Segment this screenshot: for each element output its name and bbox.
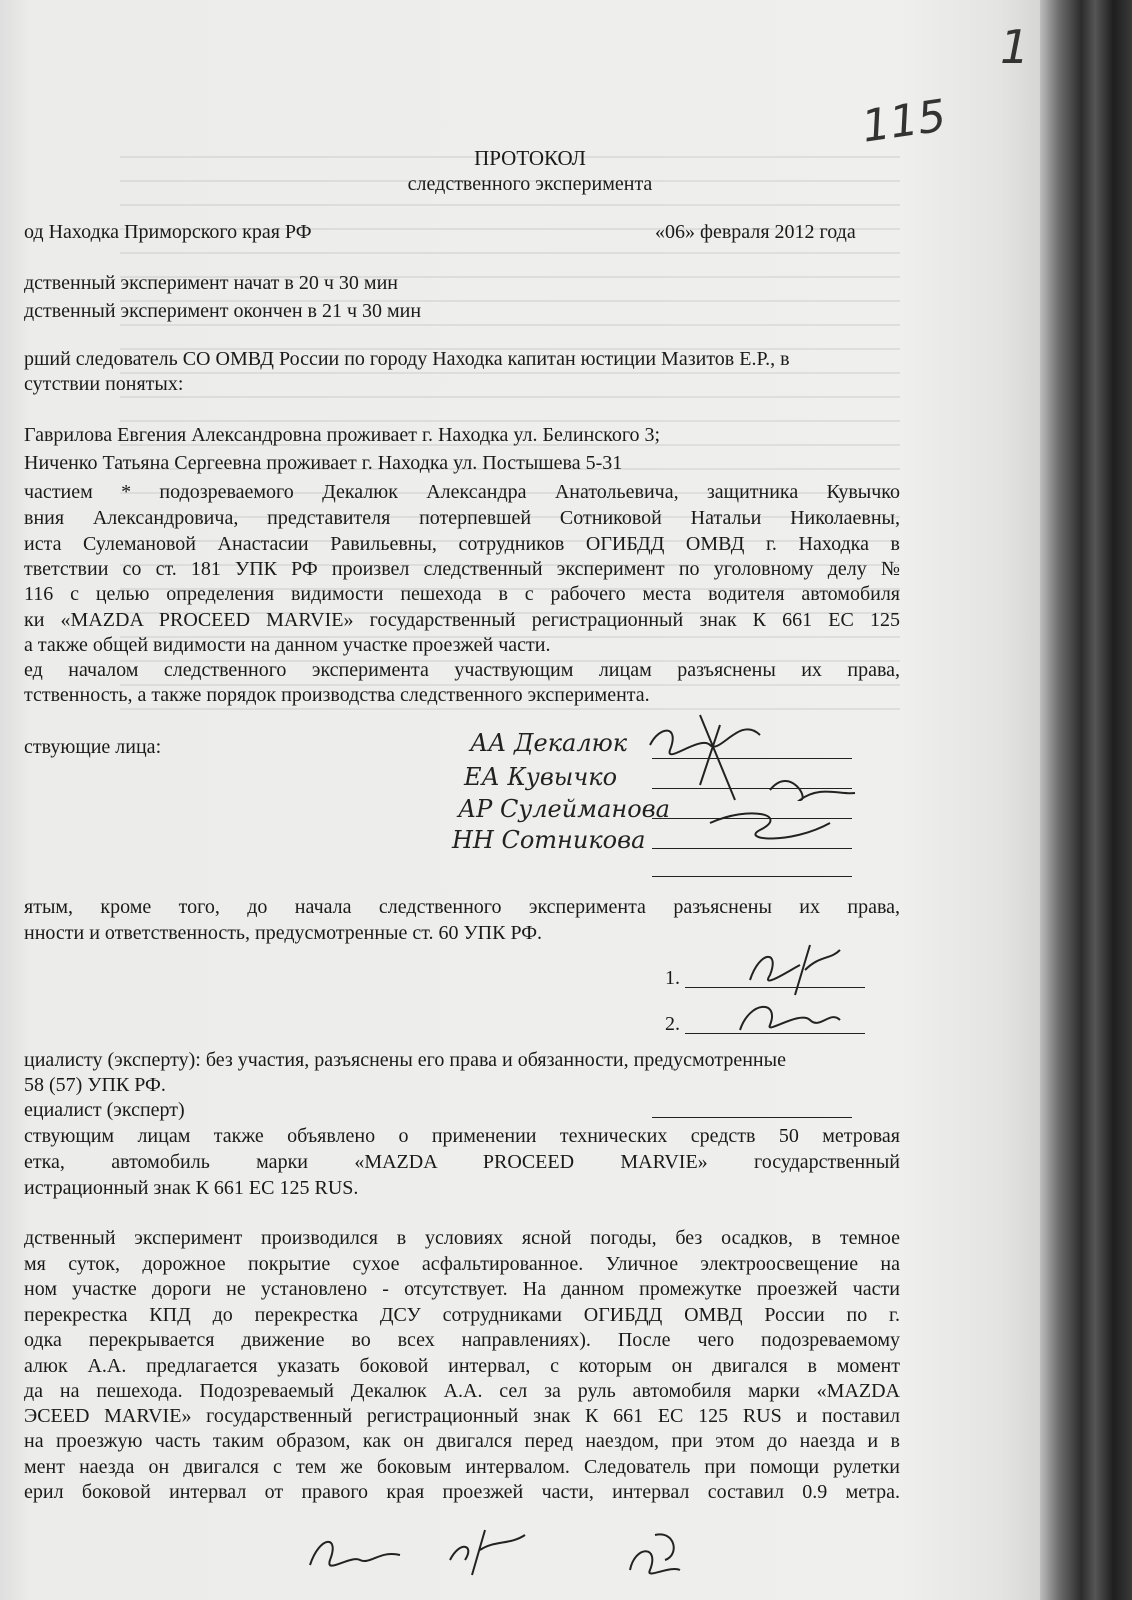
body-para1-line: вния Александровича, представителя потерпевшей Сотниковой Натальи Николаевны,: [24, 507, 900, 529]
specialist-label: ециалист (эксперт): [24, 1099, 185, 1121]
document-subtitle: следственного эксперимента: [407, 173, 653, 195]
bottom-signatures: [300, 1515, 720, 1595]
witness-rights-line: нности и ответственность, предусмотренные ст. 60 УПК РФ.: [24, 922, 543, 944]
specialist-sign-line: [652, 1117, 852, 1118]
document-title: ПРОТОКОЛ: [474, 146, 586, 170]
body-para1-line: 116 с целью определения видимости пешехода в с рабочего места водителя автомобиля: [24, 583, 900, 605]
conditions-line: мент наезда он двигался с тем же боковым интервалом. Следователь при помощи рулетки: [24, 1456, 900, 1478]
conditions-line: на проезжую часть таким образом, как он двигался перед наездом, при этом до наезда и в: [24, 1430, 900, 1452]
body-para1-line: тветствии со ст. 181 УПК РФ произвел следственный эксперимент по уголовному делу №: [24, 558, 900, 580]
conditions-line: да на пешехода. Подозреваемый Декалюк А.А. сел за руль автомобиля марки «MAZDA: [24, 1380, 900, 1402]
body-para1-line: частием * подозреваемого Декалюк Александра Анатольевича, защитника Кувычко: [24, 481, 900, 503]
signature-line: [652, 876, 852, 877]
conditions-line: мя суток, дорожное покрытие сухое асфальтированное. Уличное электроосвещение на: [24, 1253, 900, 1275]
start-time: дственный эксперимент начат в 20 ч 30 мин: [24, 272, 398, 294]
body-para1-line: а также общей видимости на данном участке проезжей части.: [24, 634, 551, 656]
date: «06» февраля 2012 года: [655, 221, 856, 243]
conditions-line: дственный эксперимент производился в условиях ясной погоды, без осадков, в темное: [24, 1227, 900, 1249]
witness-sign-number: 1.: [665, 967, 680, 989]
participant-name-handwritten: АР Сулейманова: [458, 795, 670, 823]
conditions-line: алюк А.А. предлагается указать боковой интервал, с которым он двигался в момент: [24, 1355, 900, 1377]
body-para2-line: ед началом следственного эксперимента участвующим лицам разъяснены их права,: [24, 659, 900, 681]
specialist-line: 58 (57) УПК РФ.: [24, 1074, 166, 1096]
participant-name-handwritten: НН Сотникова: [452, 826, 646, 854]
witness-sign-number: 2.: [665, 1013, 680, 1035]
conditions-line: одка перекрывается движение во всех направлениях). После чего подозреваемому: [24, 1329, 900, 1351]
specialist-line: циалисту (эксперту): без участия, разъяснены его права и обязанности, предусмотренные: [24, 1049, 786, 1071]
witness-signatures: [730, 940, 870, 1040]
participant-signatures: [640, 705, 860, 855]
intro-line-2: сутствии понятых:: [24, 373, 184, 395]
participant-name-handwritten: АА Декалюк: [470, 729, 628, 757]
body-para1-line: ки «MAZDA PROCEED MARVIE» государственный регистрационный знак К 661 ЕС 125: [24, 609, 900, 631]
conditions-line: перекрестка КПД до перекрестка ДСУ сотрудниками ОГИБДД ОМВД России по г.: [24, 1304, 900, 1326]
participant-name-handwritten: ЕА Кувычко: [464, 763, 618, 791]
body-para2-line: тственность, а также порядок производства следственного эксперимента.: [24, 684, 650, 706]
place: од Находка Приморского края РФ: [24, 221, 312, 243]
end-time: дственный эксперимент окончен в 21 ч 30 мин: [24, 300, 422, 322]
binding-spine: [1040, 0, 1132, 1600]
conditions-line: ЭCEED MARVIE» государственный регистрационный знак К 661 ЕС 125 RUS и поставил: [24, 1405, 900, 1427]
intro-line-1: рший следователь СО ОМВД России по городу Находка капитан юстиции Мазитов Е.Р., в: [24, 348, 790, 370]
witness-rights-line: ятым, кроме того, до начала следственного эксперимента разъяснены их права,: [24, 896, 900, 918]
body-para1-line: иста Сулемановой Анастасии Равильевны, сотрудников ОГИБДД ОМВД г. Находка в: [24, 533, 900, 555]
witness-2: Ниченко Татьяна Сергеевна проживает г. Находка ул. Постышева 5-31: [24, 452, 623, 474]
tech-means-line: етка, автомобиль марки «MAZDA PROCEED MARVIE» государственный: [24, 1151, 900, 1173]
conditions-line: ерил боковой интервал от правого края проезжей части, интервал составил 0.9 метра.: [24, 1481, 900, 1503]
conditions-line: ном участке дороги не установлено - отсутствует. На данном промежутке проезжей части: [24, 1278, 900, 1300]
witness-1: Гаврилова Евгения Александровна проживает г. Находка ул. Белинского 3;: [24, 424, 661, 446]
page-number-mark: 1: [1000, 20, 1030, 74]
participants-label: ствующие лица:: [24, 736, 162, 758]
tech-means-line: ствующим лицам также объявлено о применении технических средств 50 метровая: [24, 1125, 900, 1147]
case-page-number: 115: [858, 90, 950, 153]
tech-means-line: истрационный знак К 661 ЕС 125 RUS.: [24, 1177, 359, 1199]
